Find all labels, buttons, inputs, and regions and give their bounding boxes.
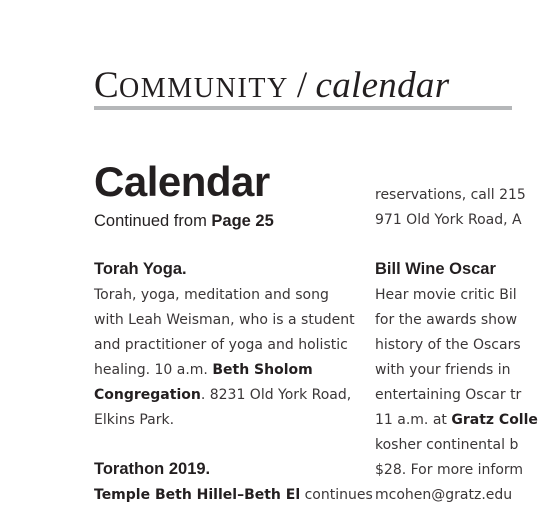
event-host: Temple Beth Hillel–Beth El (94, 487, 301, 503)
event-title-torathon: Torathon 2019. (94, 460, 211, 478)
event-body-line: history of the Oscars (375, 337, 521, 353)
continued-prefix: Continued from (94, 212, 207, 230)
event-body-line (94, 383, 351, 408)
event-body-line: mcohen@gratz.edu (375, 487, 513, 503)
right-column (375, 0, 538, 512)
event-body-line: $28. For more inform (375, 462, 524, 478)
event-title-torah-yoga: Torah Yoga. (94, 260, 187, 278)
section-name-initial: C (94, 65, 119, 106)
event-title-oscar: Bill Wine Oscar (375, 260, 496, 278)
event-venue: Gratz Colle (451, 412, 538, 428)
event-body-line: and practitioner of yoga and holistic (94, 337, 348, 353)
event-body-line: with your friends in (375, 362, 511, 378)
section-name-rest: OMMUNITY (118, 73, 289, 104)
page-heading: Calendar (94, 158, 270, 205)
event-body-line: Elkins Park. (94, 412, 175, 428)
event-body-line: Torah, yoga, meditation and song (94, 287, 329, 303)
event-body-line: Hear movie critic Bil (375, 287, 517, 303)
event-body-line: reservations, call 215 (375, 187, 526, 203)
header-slash: / (296, 65, 308, 106)
continued-note (94, 210, 274, 232)
event-body-line: for the awards show (375, 312, 518, 328)
event-venue-cont: Congregation (94, 387, 201, 403)
event-host-suffix: continues (300, 487, 373, 503)
event-body-line: 971 Old York Road, A (375, 212, 522, 228)
event-body-line (375, 408, 538, 433)
continued-page-ref: Page 25 (211, 212, 274, 230)
event-body-line (94, 358, 313, 383)
event-time: healing. 10 a.m. (94, 362, 213, 378)
event-body-line: kosher continental b (375, 437, 519, 453)
event-body-line: with Leah Weisman, who is a student (94, 312, 355, 328)
event-address: . 8231 Old York Road, (200, 387, 352, 403)
event-time: 11 a.m. at (375, 412, 452, 428)
event-body-line: entertaining Oscar tr (375, 387, 522, 403)
subsection-name: calendar (315, 65, 450, 106)
event-body-line (94, 483, 373, 508)
event-venue: Beth Sholom (212, 362, 313, 378)
